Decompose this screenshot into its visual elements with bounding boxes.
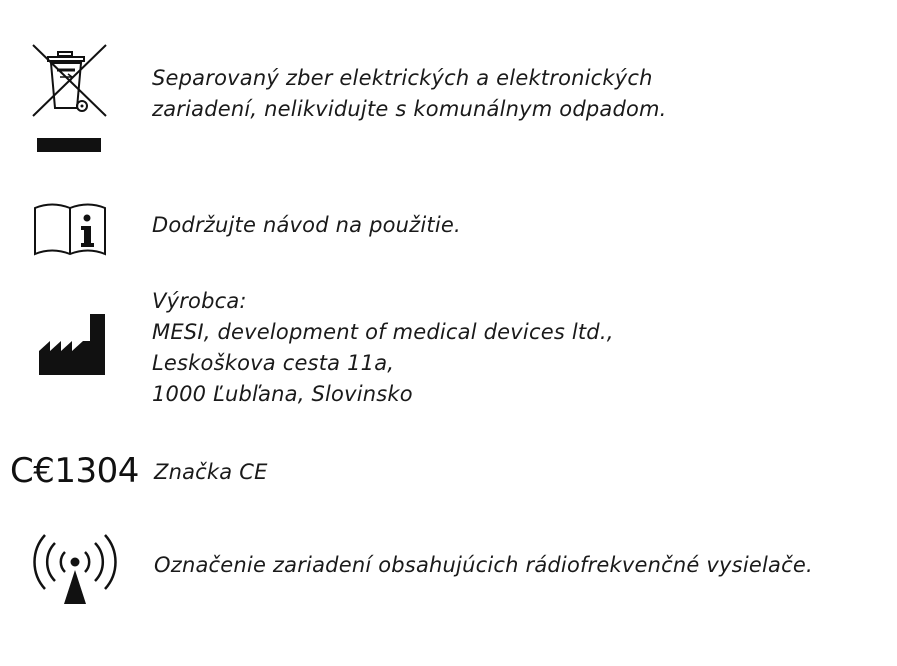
weee-line-1: Separovaný zber elektrických a elektronických [152,66,653,90]
ce-mark-icon: C€1304 [10,451,139,491]
symbol-row-manufacturer [0,280,897,430]
manufacturer-line-3: Leskoškova cesta 11a, [152,351,395,375]
symbol-row-radio [0,510,897,666]
non-ionizing-radiation-icon [30,532,120,608]
weee-line-2: zariadení, nelikvidujte s komunálnym odpadom. [152,97,667,121]
ce-line-1: Značka CE [154,460,268,484]
ce-description [154,457,268,488]
symbol-row-instructions [0,170,897,280]
manufacturer-factory-icon [38,311,108,376]
manufacturer-line-2: MESI, development of medical devices ltd., [152,320,614,344]
symbol-row-ce [0,430,897,510]
manufacturer-line-4: 1000 Ľubľana, Slovinsko [152,382,413,406]
radio-description [154,550,813,581]
instructions-line-1: Dodržujte návod na použitie. [152,213,461,237]
weee-crossed-bin-icon [30,42,110,154]
radio-line-1: Označenie zariadení obsahujúcich rádiofrekvenčné vysielače. [154,553,813,577]
instructions-description [152,210,461,241]
symbol-row-weee [0,0,897,170]
instructions-manual-icon [33,200,107,256]
manufacturer-description [152,286,614,410]
weee-description [152,63,667,125]
manufacturer-line-1: Výrobca: [152,289,247,313]
